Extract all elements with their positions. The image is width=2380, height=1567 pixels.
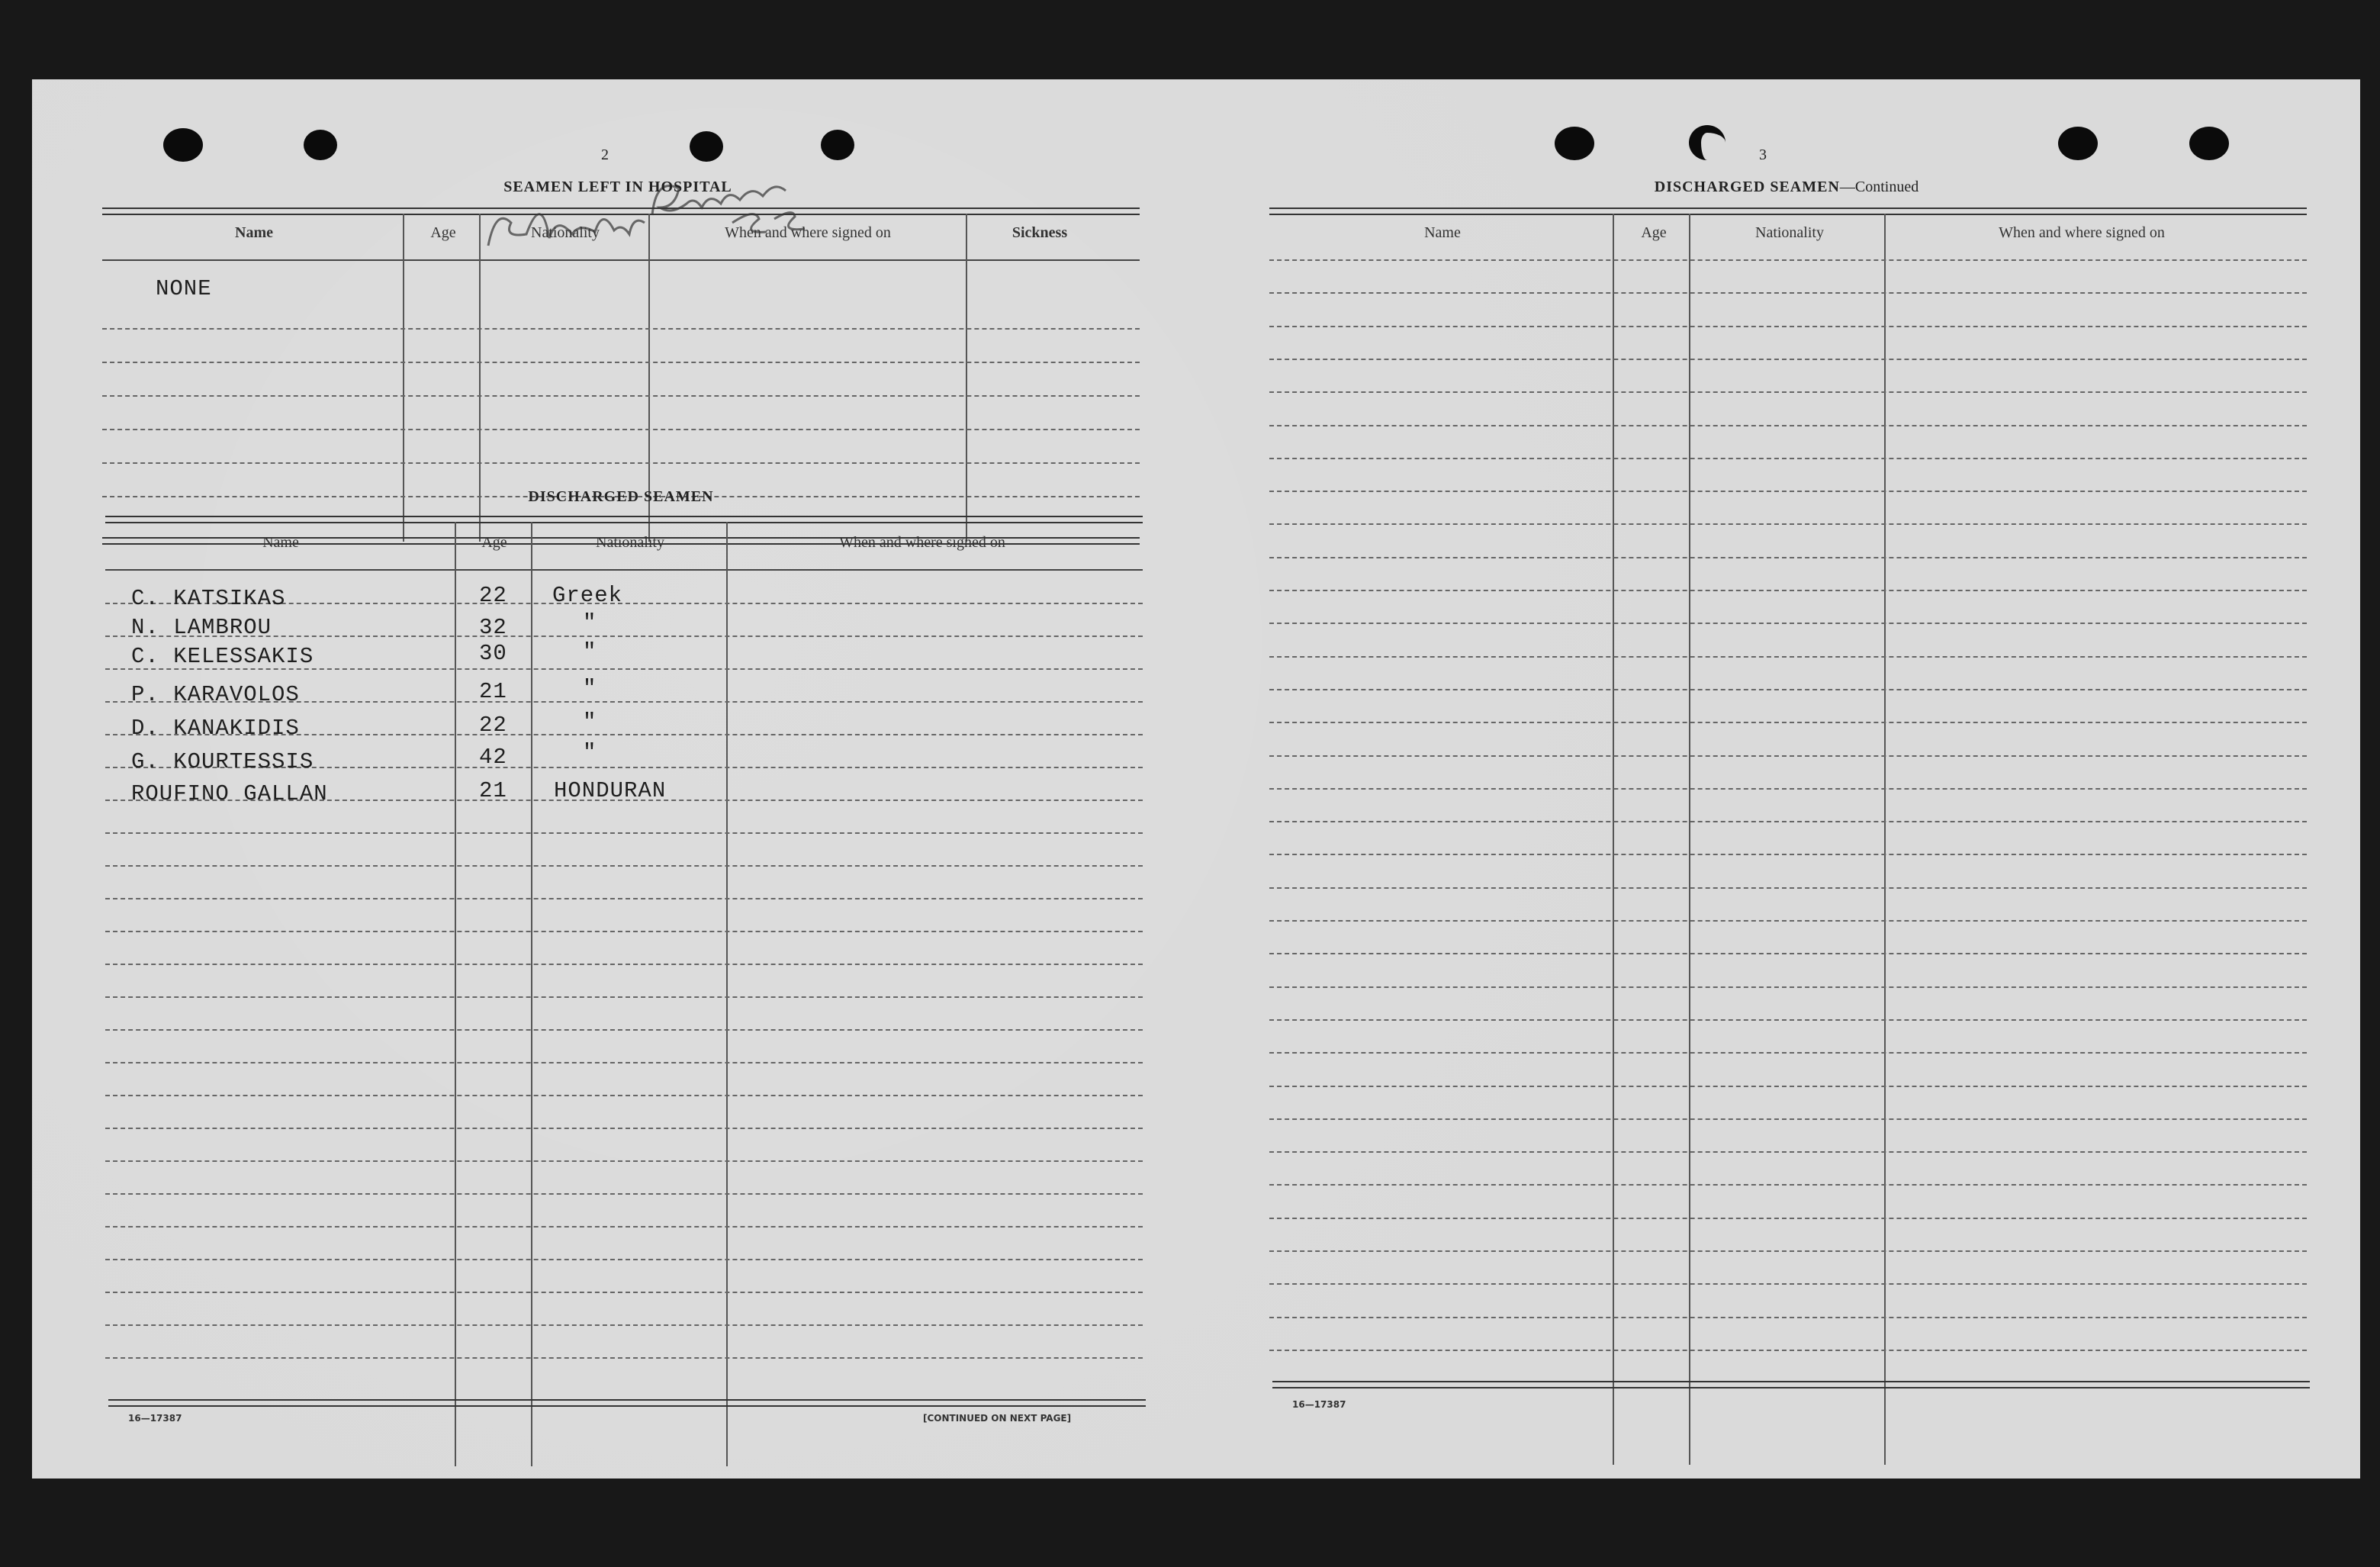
hospital-header-rule bbox=[102, 259, 1140, 261]
right-title-suffix: —Continued bbox=[1839, 179, 1919, 195]
right-row-line bbox=[1269, 1317, 2307, 1318]
discharged-col-age: Age bbox=[481, 534, 507, 551]
discharged-row-5-name: D. KANAKIDIS bbox=[131, 716, 300, 741]
right-col-signed-on: When and where signed on bbox=[1999, 224, 2165, 241]
hospital-col-nationality: Nationality bbox=[531, 224, 600, 241]
hospital-row-line bbox=[102, 462, 1140, 464]
discharged-row-line bbox=[105, 1160, 1143, 1162]
right-row-line bbox=[1269, 623, 2307, 624]
discharged-row-line bbox=[105, 931, 1143, 932]
discharged-header-rule bbox=[105, 569, 1143, 571]
discharged-row-1-name: C. KATSIKAS bbox=[131, 586, 286, 611]
discharged-row-line bbox=[105, 1226, 1143, 1228]
right-bottom-rule bbox=[1272, 1381, 2310, 1388]
right-col-name: Name bbox=[1424, 224, 1461, 241]
discharged-row-line bbox=[105, 1095, 1143, 1096]
discharged-row-line bbox=[105, 964, 1143, 965]
discharged-row-7-age: 21 bbox=[479, 778, 507, 803]
handwritten-text: Atlantic Princess 2-22 bbox=[488, 259, 495, 260]
right-row-line bbox=[1269, 1151, 2307, 1153]
hospital-row-line bbox=[102, 395, 1140, 397]
hospital-row-line bbox=[102, 429, 1140, 430]
discharged-row-line bbox=[105, 1062, 1143, 1063]
discharged-row-line bbox=[105, 1292, 1143, 1293]
hospital-col-sickness: Sickness bbox=[1011, 224, 1068, 241]
punch-hole bbox=[1555, 127, 1594, 160]
punch-hole bbox=[2058, 127, 2098, 160]
discharged-row-line bbox=[105, 1193, 1143, 1195]
discharged-row-3-nationality: " bbox=[583, 639, 597, 664]
discharged-row-6-nationality: " bbox=[583, 740, 597, 765]
hospital-row-line bbox=[102, 328, 1140, 330]
right-row-line bbox=[1269, 788, 2307, 790]
page-number-left: 2 bbox=[601, 146, 609, 163]
right-col-divider bbox=[1689, 214, 1690, 1465]
punch-hole bbox=[1689, 125, 1726, 160]
right-col-age: Age bbox=[1641, 224, 1667, 241]
right-row-line bbox=[1269, 755, 2307, 757]
right-row-line bbox=[1269, 821, 2307, 822]
discharged-row-7-nationality: HONDURAN bbox=[554, 778, 667, 803]
punch-hole bbox=[690, 131, 723, 162]
punch-hole bbox=[304, 130, 337, 160]
right-row-line bbox=[1269, 1052, 2307, 1054]
discharged-row-6-age: 42 bbox=[479, 745, 507, 770]
discharged-row-5-age: 22 bbox=[479, 713, 507, 738]
right-col-divider bbox=[1613, 214, 1614, 1465]
discharged-row-1-nationality: Greek bbox=[552, 583, 623, 608]
discharged-row-line bbox=[105, 1259, 1143, 1260]
discharged-row-6-name: G. KOURTESSIS bbox=[131, 749, 314, 774]
manifest-sheet bbox=[32, 79, 2360, 1479]
discharged-row-line bbox=[105, 1357, 1143, 1359]
right-section-title bbox=[1268, 179, 2305, 196]
discharged-row-line bbox=[105, 832, 1143, 834]
discharged-row-2-name: N. LAMBROU bbox=[131, 615, 272, 640]
right-row-line bbox=[1269, 458, 2307, 459]
right-row-line bbox=[1269, 359, 2307, 360]
right-row-line bbox=[1269, 523, 2307, 525]
right-row-line bbox=[1269, 1283, 2307, 1285]
continued-note: [CONTINUED ON NEXT PAGE] bbox=[923, 1413, 1072, 1424]
discharged-bottom-rule bbox=[108, 1399, 1146, 1407]
hospital-col-signed-on: When and where signed on bbox=[725, 224, 891, 241]
hospital-row-line bbox=[102, 362, 1140, 363]
right-row-line bbox=[1269, 689, 2307, 690]
discharged-row-1-age: 22 bbox=[479, 583, 507, 608]
right-top-rule bbox=[1269, 208, 2307, 215]
punch-hole bbox=[821, 130, 854, 160]
discharged-row-5-nationality: " bbox=[583, 709, 597, 735]
right-row-line bbox=[1269, 953, 2307, 954]
right-row-line bbox=[1269, 1118, 2307, 1120]
discharged-row-4-name: P. KARAVOLOS bbox=[131, 682, 300, 707]
discharged-section-title: DISCHARGED SEAMEN bbox=[528, 488, 714, 505]
right-col-divider bbox=[1884, 214, 1886, 1465]
right-row-line bbox=[1269, 986, 2307, 988]
right-row-line bbox=[1269, 292, 2307, 294]
right-row-line bbox=[1269, 557, 2307, 558]
hospital-section-title: SEAMEN LEFT IN HOSPITAL bbox=[503, 179, 732, 195]
hospital-entry-name: NONE bbox=[156, 276, 212, 301]
right-row-line bbox=[1269, 887, 2307, 889]
right-row-line bbox=[1269, 1184, 2307, 1186]
right-row-line bbox=[1269, 425, 2307, 426]
right-row-line bbox=[1269, 391, 2307, 393]
discharged-row-line bbox=[105, 898, 1143, 899]
right-row-line bbox=[1269, 326, 2307, 327]
right-row-line bbox=[1269, 722, 2307, 723]
right-row-line bbox=[1269, 1218, 2307, 1219]
form-number-right: 16—17387 bbox=[1292, 1399, 1346, 1410]
right-col-nationality: Nationality bbox=[1755, 224, 1824, 241]
right-row-line bbox=[1269, 1250, 2307, 1252]
discharged-row-3-name: C. KELESSAKIS bbox=[131, 644, 314, 669]
discharged-row-2-nationality: " bbox=[583, 610, 597, 635]
right-title-main: DISCHARGED SEAMEN bbox=[1654, 179, 1840, 195]
discharged-row-3-age: 30 bbox=[479, 641, 507, 666]
punch-hole bbox=[163, 128, 203, 162]
right-row-line bbox=[1269, 1019, 2307, 1021]
right-row-line bbox=[1269, 920, 2307, 922]
discharged-row-7-name: ROUFINO GALLAN bbox=[131, 781, 328, 806]
discharged-row-4-nationality: " bbox=[583, 676, 597, 701]
right-row-line bbox=[1269, 656, 2307, 658]
discharged-row-2-age: 32 bbox=[479, 615, 507, 640]
page-number-right: 3 bbox=[1759, 146, 1767, 163]
discharged-row-line bbox=[105, 1128, 1143, 1129]
discharged-row-line bbox=[105, 1029, 1143, 1031]
right-row-line bbox=[1269, 491, 2307, 492]
punch-hole bbox=[2189, 127, 2229, 160]
discharged-row-line bbox=[105, 865, 1143, 867]
discharged-row-4-age: 21 bbox=[479, 679, 507, 704]
discharged-col-signed-on: When and where signed on bbox=[839, 534, 1005, 551]
discharged-row-line bbox=[105, 1324, 1143, 1326]
discharged-col-name: Name bbox=[262, 534, 299, 551]
hospital-col-age: Age bbox=[430, 224, 456, 241]
right-row-line bbox=[1269, 854, 2307, 855]
right-row-line bbox=[1269, 590, 2307, 591]
right-row-line bbox=[1269, 1086, 2307, 1087]
hospital-top-rule bbox=[102, 208, 1140, 215]
form-number-left: 16—17387 bbox=[128, 1413, 182, 1424]
right-row-line bbox=[1269, 259, 2307, 261]
discharged-top-rule bbox=[105, 516, 1143, 523]
discharged-row-line bbox=[105, 996, 1143, 998]
hospital-col-name: Name bbox=[235, 224, 273, 241]
right-row-line bbox=[1269, 1350, 2307, 1351]
discharged-col-nationality: Nationality bbox=[596, 534, 664, 551]
